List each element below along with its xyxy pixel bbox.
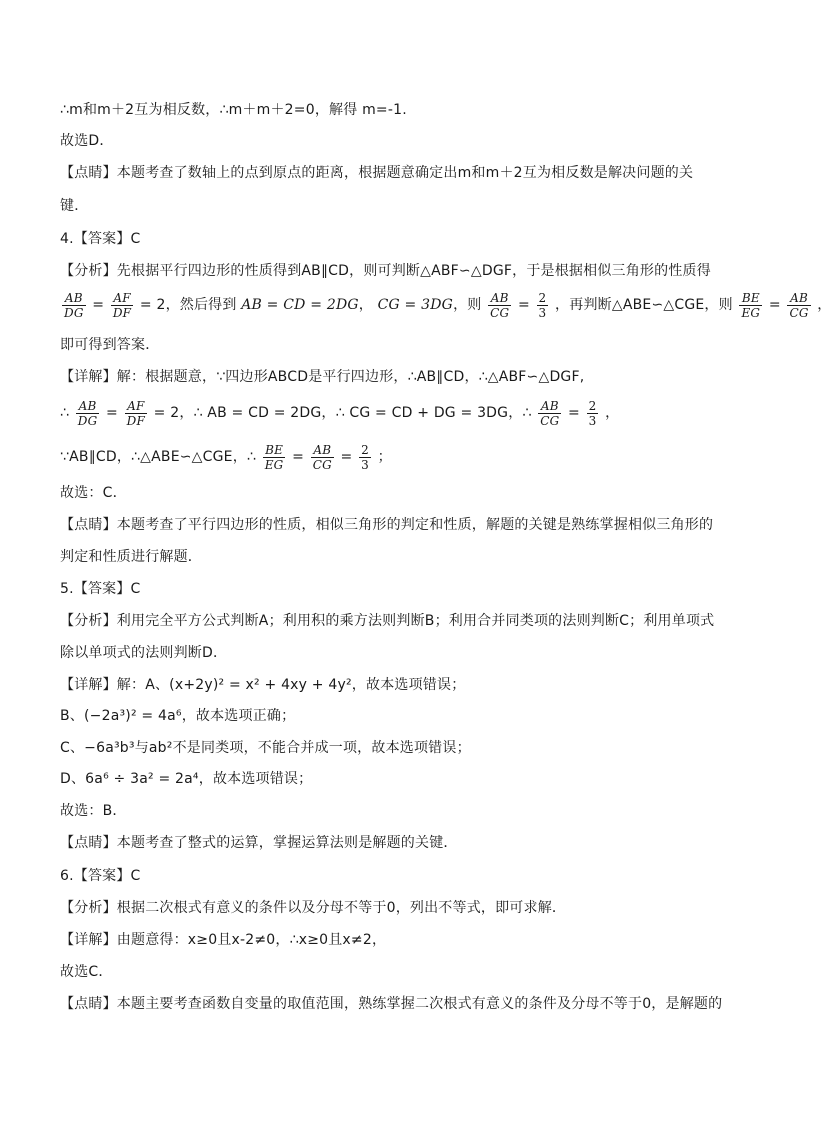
text-line-comment-3b: 键． [60, 198, 89, 214]
fraction: $\frac{AF}{DF}$ [126, 398, 145, 428]
q6-comment: 【点睛】本题主要考查函数自变量的取值范围，熟练掌握二次根式有意义的条件及分母不等于0，是解题的 [60, 996, 723, 1012]
text-line-m-opposite: ∴m和m＋2互为相反数，∴m＋m＋2=0，解得 m=-1. [60, 102, 407, 118]
q6-answer: 6.【答案】C [60, 868, 141, 884]
q5-detail-d: D、6a⁶ ÷ 3a² = 2a⁴，故本选项错误； [60, 771, 313, 787]
fraction: $\frac{BE}{EG}$ [741, 290, 761, 320]
q4-comment-line-1: 【点睛】本题考查了平行四边形的性质，相似三角形的判定和性质，解题的关键是熟练掌握相似三角形的 [60, 517, 714, 533]
fraction: $\frac{2}{3}$ [538, 290, 547, 320]
q5-comment: 【点睛】本题考查了整式的运算，掌握运算法则是解题的关键． [60, 835, 458, 851]
fraction: $\frac{AB}{CG}$ [540, 398, 560, 428]
text-line-comment-3a: 【点睛】本题考查了数轴上的点到原点的距离，根据题意确定出m和m＋2互为相反数是解决问题的关 [60, 165, 694, 181]
q5-detail-c: C、−6a³b³与ab²不是同类项，不能合并成一项，故本选项错误； [60, 740, 471, 756]
fraction: $\frac{AB}{DG}$ [77, 398, 98, 428]
q4-analysis-line-3: 即可得到答案． [60, 337, 160, 353]
q4-choose: 故选：C． [60, 485, 127, 501]
q6-choose: 故选C． [60, 964, 113, 980]
q5-detail-a: 【详解】解：A、(x+2y)² = x² + 4xy + 4y²，故本选项错误； [60, 677, 466, 693]
q5-analysis-line-2: 除以单项式的法则判断D． [60, 645, 228, 661]
q6-detail: 【详解】由题意得：x≥0且x-2≠0，∴x≥0且x≠2， [60, 932, 387, 948]
q4-analysis-line-2: $\frac{AB}{DG}$ = $\frac{AF}{DF}$ = 2，然后得到 AB = CD = 2DG， CG = 3DG，则 $\frac{AB}{CG}$ = $\frac{2}{3}$ ，再判断△ABE∽△CGE，则 $\frac{BE}{EG}$ = $\frac{AB}{CG}$ ， [64, 290, 832, 320]
q4-detail-line-1: 【详解】解：根据题意，∵四边形ABCD是平行四边形，∴AB∥CD，∴△ABF∽△DGF, [60, 369, 585, 385]
fraction: $\frac{AF}{DF}$ [112, 290, 132, 320]
q5-detail-b: B、(−2a³)² = 4a⁶，故本选项正确； [60, 708, 296, 724]
q4-detail-line-2: ∴ $\frac{AB}{DG}$ = $\frac{AF}{DF}$ = 2，∴ AB = CD = 2DG，∴ CG = CD + DG = 3DG，∴ $\frac{AB}{CG}$ = $\frac{2}{3}$ ， [60, 398, 620, 428]
fraction: $\frac{2}{3}$ [588, 398, 597, 428]
fraction: $\frac{2}{3}$ [361, 442, 369, 472]
q5-analysis-line-1: 【分析】利用完全平方公式判断A；利用积的乘方法则判断B；利用合并同类项的法则判断C；利用单项式 [60, 613, 715, 629]
q4-answer: 4.【答案】C [60, 231, 141, 247]
q5-answer: 5.【答案】C [60, 581, 141, 597]
q6-analysis: 【分析】根据二次根式有意义的条件以及分母不等于0，列出不等式，即可求解． [60, 900, 567, 916]
q4-analysis-line-1: 【分析】先根据平行四边形的性质得到AB∥CD，则可判断△ABF∽△DGF，于是根据相似三角形的性质得 [60, 263, 711, 279]
fraction: $\frac{BE}{EG}$ [264, 442, 284, 472]
fraction: $\frac{AB}{CG}$ [312, 442, 332, 472]
fraction: $\frac{AB}{CG}$ [490, 290, 510, 320]
fraction: $\frac{AB}{DG}$ [64, 290, 84, 320]
q4-detail-line-3: ∵AB∥CD，∴△ABE∽△CGE，∴ $\frac{BE}{EG}$ = $\frac{AB}{CG}$ = $\frac{2}{3}$ ； [60, 442, 392, 472]
fraction: $\frac{AB}{CG}$ [789, 290, 809, 320]
q5-choose: 故选：B． [60, 803, 127, 819]
q4-comment-line-2: 判定和性质进行解题． [60, 549, 202, 565]
text-line-choose-d: 故选D． [60, 133, 114, 149]
